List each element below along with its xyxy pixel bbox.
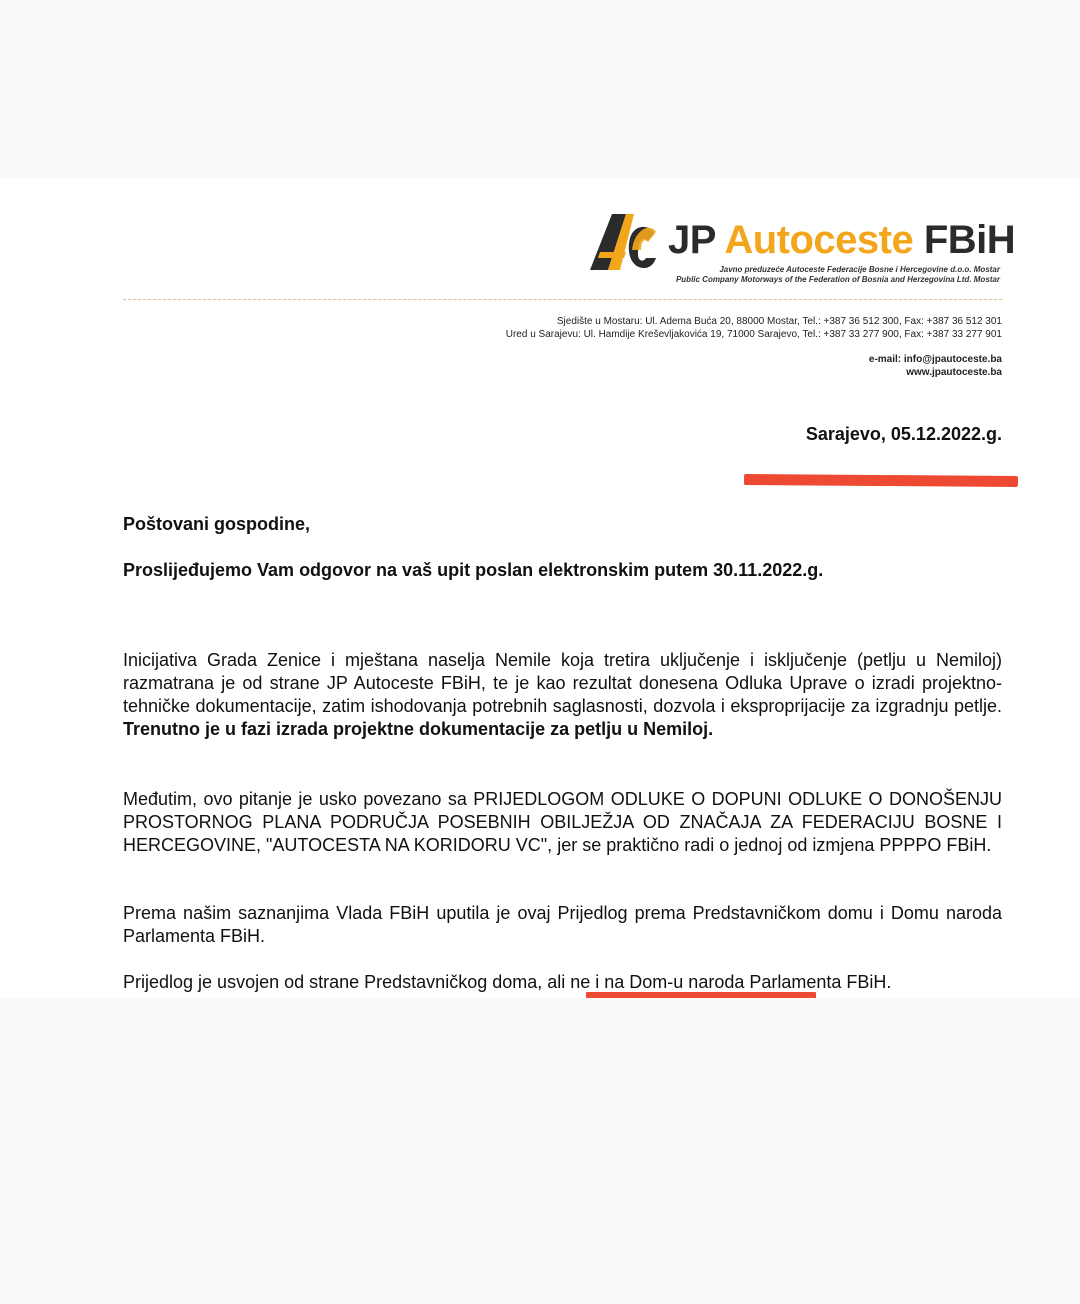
letter-date: Sarajevo, 05.12.2022.g. [805,424,1002,444]
brand-fbih: FBiH [923,218,1016,262]
paragraph-3: Prema našim saznanjima Vlada FBiH uputila je ovaj Prijedlog prema Predstavničkom domu i Domu naroda Parlamenta FBiH. [123,903,1002,946]
brand-name [668,220,1015,260]
tagline-local: Javno preduzeće Autoceste Federacije Bosne i Hercegovine d.o.o. Mostar [719,265,1000,274]
paragraph-4: Prijedlog je usvojen od strane Predstavničkog doma, ali ne i na Dom-u naroda Parlamenta FBiH. [123,972,892,992]
paragraph-1-text: Inicijativa Grada Zenice i mještana naselja Nemile koja tretira uključenje i isključenje (petlju u Nemiloj) razmatrana je od strane JP Autoceste FBiH, te je kao rezultat donesena Odluka Uprave o izradi projektno-tehničke dokumentacije, zatim ishodovanja potrebnih saglasnosti, dozvola i eksproprijacije za izgradnju petlje. [123,650,1002,716]
paragraph-2: Međutim, ovo pitanje je usko povezano sa PRIJEDLOGOM ODLUKE O DOPUNI ODLUKE O DONOŠENJU PROSTORNOG PLANA PODRUČJA POSEBNIH OBILJEŽJA OD ZNAČAJA ZA FEDERACIJU BOSNE I HERCEGOVINE, "AUTOCESTA NA KORIDORU VC", jer se praktično radi o jednoj od izmjena PPPPO FBiH. [123,789,1002,855]
contact-email: e-mail: info@jpautoceste.ba [868,354,1002,365]
brand-autoceste: Autoceste [724,218,914,262]
company-logo [586,208,1016,288]
contact-website: www.jpautoceste.ba [906,367,1002,378]
brand-jp: JP [668,218,716,262]
forward-line: Proslijeđujemo Vam odgovor na vaš upit poslan elektronskim putem 30.11.2022.g. [123,560,824,580]
red-underline-mark-2 [586,992,816,998]
address-mostar: Sjedište u Mostaru: Ul. Adema Buća 20, 88000 Mostar, Tel.: +387 36 512 300, Fax: +387 36 512 301 [556,316,1002,327]
letter-page [0,178,1080,998]
red-underline-mark [744,474,1018,487]
tagline-english: Public Company Motorways of the Federation of Bosnia and Herzegovina Ltd. Mostar [675,275,1000,284]
address-sarajevo: Ured u Sarajevu: Ul. Hamdije Kreševljakovića 19, 71000 Sarajevo, Tel.: +387 33 277 900, Fax: +387 33 277 901 [505,329,1002,340]
paragraph-1-bold: Trenutno je u fazi izrada projektne dokumentacije za petlju u Nemiloj. [123,719,714,739]
header-divider [123,299,1002,300]
ac-logo-icon [586,208,666,284]
letter-greeting: Poštovani gospodine, [123,514,311,534]
paragraph-1 [123,649,1002,741]
